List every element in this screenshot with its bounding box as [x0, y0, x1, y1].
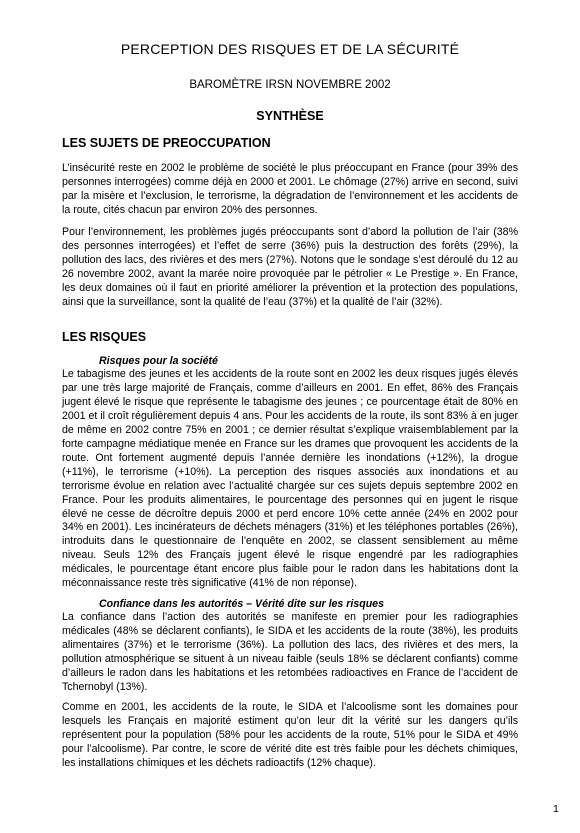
paragraph-confiance: La confiance dans l’action des autorités se manifeste en premier pour les radiographies médicales (48% se déclarent confiants), le SIDA et les accidents de la route (38%), les produits alimentaires (37%) et le terrorisme (36%). La pollution des lacs, des rivières et des mers, la pollution atmosphérique se situent à un niveau faible (seuls 18% se déclarent confiants) comme d’ailleurs le radon dans les habitations et les retombées radioactives en France de l’accident de Tchernobyl (13%). [62, 611, 518, 693]
page-number: 1 [553, 803, 559, 815]
section-heading-preoccupation: LES SUJETS DE PREOCCUPATION [62, 136, 271, 150]
section-heading-risques: LES RISQUES [62, 330, 147, 344]
paragraph-risques-societe: Le tabagisme des jeunes et les accidents de la route sont en 2002 les deux risques jugés élevés par une très large majorité de Français, comme d’ailleurs en 2001. En effet, 86% des Français jugent élevé le risque que représente le tabagisme des jeunes ; ce pourcentage était de 80% en 2001 et il croît régulièrement depuis 4 ans. Pour les accidents de la route, ils sont 83% à en juger de même en 2002 contre 75% en 2001 ; ce dernier résultat s’explique vraisemblablement par la forte campagne médiatique menée en France sur les drames que provoquent les accidents de la route. Ont fortement augmenté depuis l’année dernière les inondations (+12%), la drogue (+11%), le terrorisme (+10%). La perception des risques associés aux inondations et au terrorisme évolue en relation avec l’actualité chargée sur ces sujets depuis septembre 2002 en France. Pour les produits alimentaires, le pourcentage des personnes qui en jugent le risque élevé ne cesse de décroître depuis 2000 et perd encore 10% cette année (24% en 2002 pour 34% en 2001). Les incinérateurs de déchets ménagers (31%) et les téléphones portables (26%), introduits dans le questionnaire de l’enquête en 2002, se classent sensiblement au même niveau. Seuls 12% des Français jugent élevé le risque engendré par les radiographies médicales, le pourcentage étant encore plus faible pour le radon dans les habitations dont la méconnaissance reste très significative (41% de non réponse). [62, 368, 518, 590]
document-heading: SYNTHÈSE [256, 109, 324, 123]
subsection-heading-risques-societe: Risques pour la société [99, 355, 218, 367]
paragraph-insecurite: L’insécurité reste en 2002 le problème de société le plus préoccupant en France (pour 39% des personnes interrogées) comme déjà en 2000 et 2001. Le chômage (27%) arrive en second, suivi par la misère et l’exclusion, le terrorisme, la dégradation de l’environnement et les accidents de la route, cités chacun par environ 20% des personnes. [62, 162, 518, 216]
document-title: PERCEPTION DES RISQUES ET DE LA SÉCURITÉ [120, 41, 460, 57]
paragraph-verite: Comme en 2001, les accidents de la route, le SIDA et l’alcoolisme sont les domaines pour lesquels les Français en majorité estiment qu’on leur dit la vérité sur les dangers qu’ils représentent pour la population (58% pour les accidents de la route, 51% pour le SIDA et 49% pour l’alcoolisme). Par contre, le score de vérité dite est très faible pour les déchets chimiques, les installations chimiques et les déchets radioactifs (12% chaque). [62, 701, 518, 769]
paragraph-environnement: Pour l’environnement, les problèmes jugés préoccupants sont d’abord la pollution de l’air (38% des personnes interrogées) et l’effet de serre (36%) puis la destruction des forêts (29%), la pollution des lacs, des rivières et des mers (27%). Notons que le sondage s’est déroulé du 12 au 26 novembre 2002, avant la marée noire provoquée par le pétrolier « Le Prestige ». En France, les deux domaines où il faut en priorité améliorer la prévention et la protection des populations, ainsi que la surveillance, sont la qualité de l’eau (37%) et la qualité de l’air (32%). [62, 226, 518, 308]
subsection-heading-confiance: Confiance dans les autorités – Vérité dite sur les risques [99, 598, 384, 610]
document-subtitle: BAROMÈTRE IRSN NOVEMBRE 2002 [189, 79, 391, 91]
